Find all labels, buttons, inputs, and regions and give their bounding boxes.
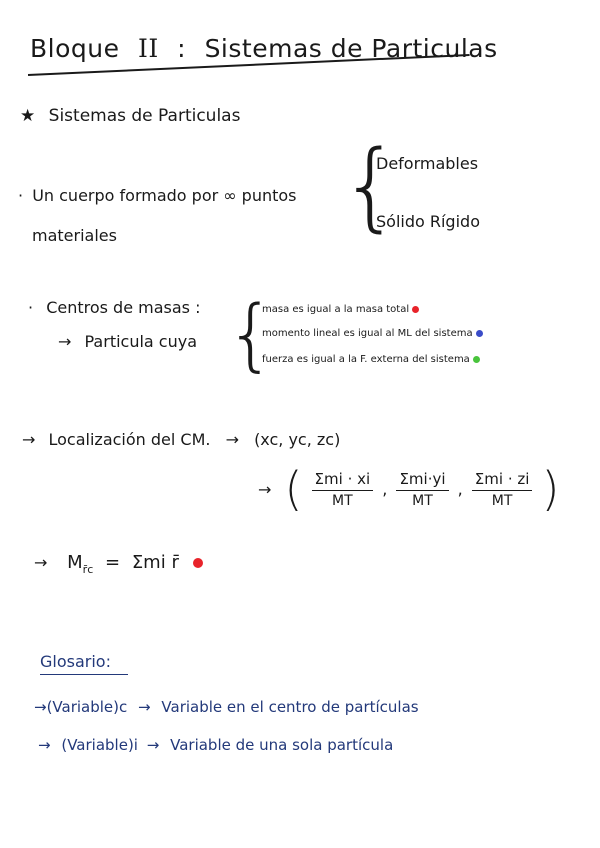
fraction-denominator: MT (491, 492, 513, 509)
section-title: Sistemas de Particulas (48, 106, 241, 126)
list-item (262, 328, 483, 339)
fraction-z (472, 470, 533, 509)
fraction-numerator: Σmi · zi (472, 470, 533, 491)
formula-lhs: M (67, 552, 83, 573)
list-item-text: fuerza es igual a la F. externa del sistema (262, 354, 470, 365)
glossary-title: Glosario: (40, 652, 111, 671)
centros-heading (28, 298, 200, 317)
option-solido-rigido: Sólido Rígido (376, 212, 480, 231)
title-prefix: Bloque (30, 34, 120, 63)
title-rest: Sistemas de Particulas (204, 34, 498, 63)
star-icon: ★ (20, 106, 36, 126)
arrow-icon: → (22, 430, 36, 449)
fraction-denominator: MT (332, 492, 353, 509)
section1-text-line2 (32, 226, 117, 245)
localizacion-line (22, 430, 340, 449)
close-paren: ) (541, 462, 560, 516)
blue-dot-icon (476, 330, 483, 337)
title-colon: : (177, 34, 187, 63)
comma: , (457, 479, 463, 499)
fraction-y (396, 470, 448, 509)
bullet: · (28, 298, 34, 317)
glossary-underline (40, 674, 128, 675)
glossary-term: (Variable)i (61, 736, 138, 754)
curly-brace: { (226, 290, 276, 380)
glossary-def: Variable de una sola partícula (170, 736, 394, 754)
list-item-text: masa es igual a la masa total (262, 304, 410, 315)
glossary-item (34, 698, 419, 716)
red-dot-icon (193, 558, 203, 568)
fraction-x (312, 470, 374, 509)
fraction-numerator: Σmi · xi (312, 470, 374, 491)
fraction-numerator: Σmi·yi (396, 470, 448, 491)
body-text: Particula cuya (84, 332, 198, 351)
option-deformables: Deformables (376, 154, 479, 173)
section-heading (20, 106, 240, 126)
fraction-denominator: MT (412, 492, 433, 509)
arrow-icon: → (146, 736, 160, 754)
arrow-icon: → (34, 698, 47, 716)
body-text: Un cuerpo formado por ∞ puntos (32, 186, 297, 205)
arrow-icon: → (138, 698, 151, 716)
curly-brace: { (340, 130, 402, 242)
list-item-text: momento lineal es igual al ML del sistema (262, 328, 473, 339)
page-title (30, 34, 498, 63)
comma: , (382, 479, 388, 499)
momentum-formula (34, 552, 203, 576)
coordinates: (xc, yc, zc) (254, 430, 341, 449)
glossary-def: Variable en el centro de partículas (161, 698, 419, 716)
arrow-icon: → (58, 332, 72, 351)
body-text: Localización del CM. (48, 430, 211, 449)
section1-text-line1 (18, 186, 297, 205)
formula-fractions (258, 462, 560, 516)
bullet: · (18, 186, 24, 205)
list-item (262, 354, 480, 365)
glossary-term: (Variable)c (46, 698, 128, 716)
particula-cuya (58, 332, 197, 351)
glossary-item (38, 736, 393, 754)
arrow-icon: → (38, 736, 51, 754)
green-dot-icon (473, 356, 480, 363)
arrow-icon: → (225, 430, 239, 449)
formula-rhs: Σmi r̄ (131, 552, 179, 573)
body-text: materiales (32, 226, 117, 245)
open-paren: ( (284, 462, 303, 516)
formula-eq: = (104, 552, 121, 573)
title-roman: II (137, 34, 159, 63)
arrow-icon: → (258, 479, 272, 499)
list-item (262, 304, 419, 315)
arrow-icon: → (34, 553, 48, 572)
body-text: Centros de masas : (46, 298, 201, 317)
red-dot-icon (412, 306, 419, 313)
formula-lhs-sub: r̄c (82, 563, 94, 576)
